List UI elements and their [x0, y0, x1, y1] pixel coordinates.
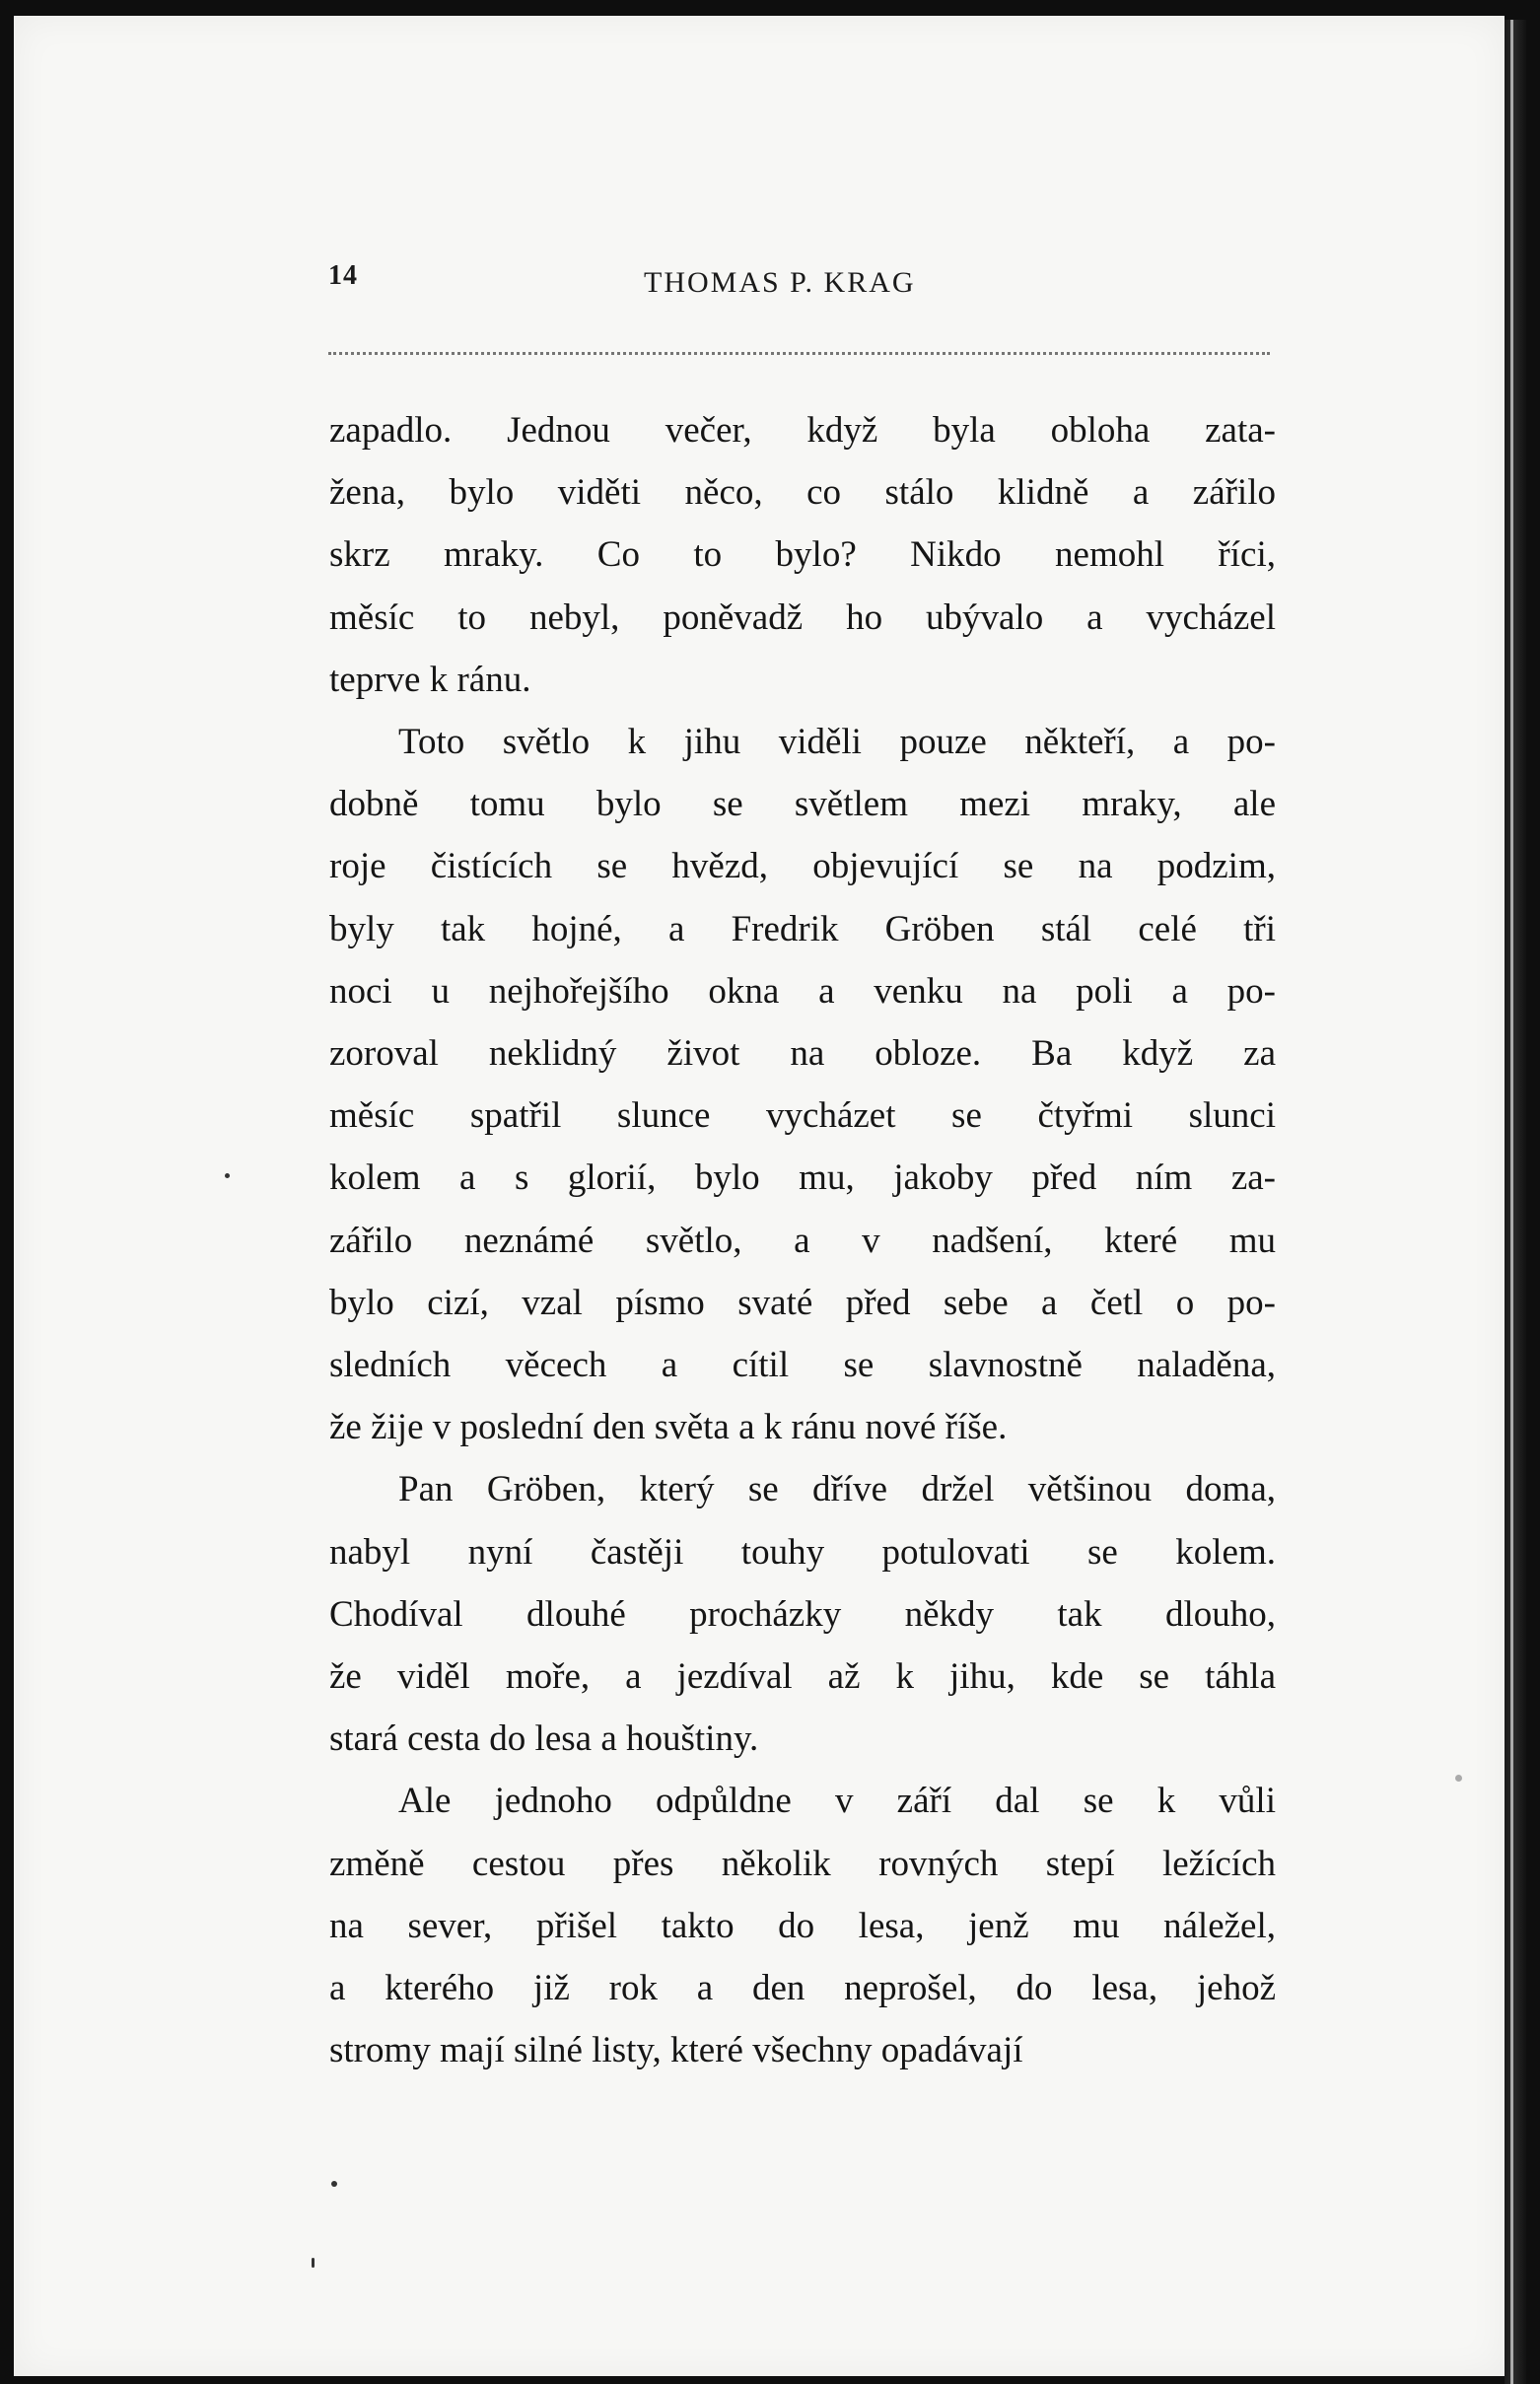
- text-line: stará cesta do lesa a houštiny.: [329, 1718, 759, 1760]
- text-line: byly tak hojné, a Fredrik Gröben stál celé tři: [329, 908, 1276, 949]
- page-number: 14: [328, 260, 358, 291]
- text-line: žena, bylo viděti něco, co stálo klidně a zářilo: [329, 472, 1276, 514]
- text-line: změně cestou přes několik rovných stepí ležících: [329, 1843, 1276, 1884]
- dust-speck: [312, 2258, 315, 2268]
- text-line: že viděl moře, a jezdíval až k jihu, kde se táhla: [329, 1656, 1276, 1698]
- text-line: měsíc spatřil slunce vycházet se čtyřmi slunci: [329, 1095, 1276, 1137]
- page-edge: [1505, 20, 1526, 2384]
- text-line: sledních věcech a cítil se slavnostně naladěna,: [329, 1345, 1276, 1386]
- text-line: že žije v poslední den světa a k ránu nové říše.: [329, 1407, 1008, 1448]
- page-header: [328, 254, 1270, 304]
- text-line: Chodíval dlouhé procházky někdy tak dlouho,: [329, 1593, 1276, 1635]
- text-line: Toto světlo k jihu viděli pouze někteří, a po-: [398, 722, 1276, 763]
- dust-speck: [1455, 1775, 1462, 1782]
- body-text: [329, 399, 1276, 2081]
- dust-speck: [225, 1173, 230, 1178]
- paragraph: [329, 1458, 1276, 1770]
- text-line: a kterého již rok a den neprošel, do lesa, jehož: [329, 1968, 1276, 2009]
- paragraph: [329, 711, 1276, 1458]
- text-line: dobně tomu bylo se světlem mezi mraky, ale: [329, 784, 1276, 825]
- paragraph: [329, 399, 1276, 711]
- text-line: zoroval neklidný život na obloze. Ba když za: [329, 1033, 1276, 1075]
- text-line: na sever, přišel takto do lesa, jenž mu náležel,: [329, 1905, 1276, 1946]
- text-line: zářilo neznámé světlo, a v nadšení, které mu: [329, 1220, 1276, 1261]
- running-head: THOMAS P. KRAG: [644, 266, 916, 299]
- text-line: noci u nejhořejšího okna a venku na poli a po-: [329, 970, 1276, 1012]
- text-line: bylo cizí, vzal písmo svaté před sebe a četl o po-: [329, 1282, 1276, 1323]
- text-line: nabyl nyní častěji touhy potulovati se kolem.: [329, 1531, 1276, 1573]
- text-line: měsíc to nebyl, poněvadž ho ubývalo a vycházel: [329, 596, 1276, 638]
- text-line: Ale jednoho odpůldne v září dal se k vůli: [398, 1781, 1276, 1822]
- text-line: stromy mají silné listy, které všechny opadávají: [329, 2030, 1023, 2071]
- text-line: skrz mraky. Co to bylo? Nikdo nemohl říci,: [329, 534, 1276, 576]
- text-line: zapadlo. Jednou večer, když byla obloha zata-: [329, 410, 1276, 451]
- paragraph: [329, 1770, 1276, 2081]
- dust-speck: [331, 2181, 337, 2187]
- text-line: kolem a s glorií, bylo mu, jakoby před ním za-: [329, 1157, 1276, 1199]
- text-line: teprve k ránu.: [329, 659, 531, 700]
- text-line: roje čistících se hvězd, objevující se na podzim,: [329, 846, 1276, 887]
- header-rule: [328, 352, 1270, 355]
- text-line: Pan Gröben, který se dříve držel většinou doma,: [398, 1469, 1276, 1510]
